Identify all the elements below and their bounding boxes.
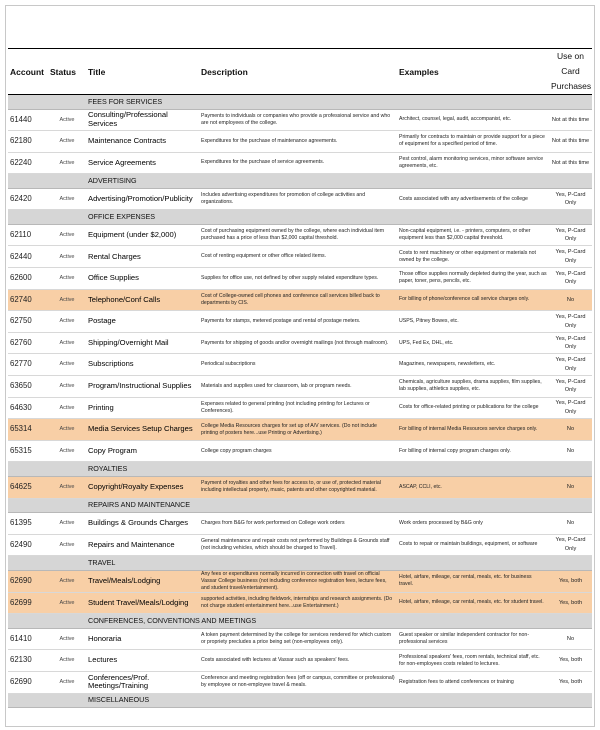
status-cell: Active — [48, 397, 86, 419]
description-cell: Charges from B&G for work performed on College work orders — [199, 513, 397, 535]
table-row — [8, 224, 592, 246]
description-cell: Conference and meeting registration fees (off or campus, committee or professional) by employee or non-employee travel & meals. — [199, 671, 397, 693]
status-cell: Active — [48, 650, 86, 672]
description-cell: Payments for shipping of goods and/or overnight mailings (not through mailroom). — [199, 332, 397, 354]
description-cell: Includes advertising expenditures for promotion of college activities and organizations. — [199, 188, 397, 210]
examples-cell: Chemicals, agriculture supplies, drama supplies, film supplies, lab supplies, athletics supplies, etc. — [397, 376, 549, 398]
section-blank-cell — [48, 174, 86, 189]
title-cell: Equipment (under $2,000) — [86, 224, 199, 246]
table-row — [8, 376, 592, 398]
status-cell: Active — [48, 311, 86, 333]
title-cell: Consulting/Professional Services — [86, 109, 199, 131]
section-blank-cell — [48, 210, 86, 225]
description-cell: Expenditures for the purchase of service agreements. — [199, 152, 397, 174]
header-description: Description — [199, 49, 397, 95]
description-cell: Cost of renting equipment or other office related items. — [199, 246, 397, 268]
section-blank-cell — [8, 614, 48, 629]
account-code-cell: 61410 — [8, 628, 48, 650]
title-cell: Travel/Meals/Lodging — [86, 570, 199, 592]
status-cell: Active — [48, 376, 86, 398]
status-cell: Active — [48, 289, 86, 311]
description-cell: Periodical subscriptions — [199, 354, 397, 376]
account-code-cell: 62110 — [8, 224, 48, 246]
section-row — [8, 210, 592, 225]
table-body — [8, 95, 592, 708]
title-cell: Honoraria — [86, 628, 199, 650]
status-cell: Active — [48, 592, 86, 614]
table-row — [8, 476, 592, 498]
status-cell: Active — [48, 332, 86, 354]
title-cell: Copyright/Royalty Expenses — [86, 476, 199, 498]
section-label: TRAVEL — [86, 556, 592, 571]
card-use-cell: Yes, P-Card Only — [549, 376, 592, 398]
card-use-cell: Not at this time — [549, 109, 592, 131]
title-cell: Telephone/Conf Calls — [86, 289, 199, 311]
table-row — [8, 592, 592, 614]
status-cell: Active — [48, 109, 86, 131]
section-blank-cell — [48, 498, 86, 513]
header-account: Account — [8, 49, 48, 95]
title-cell: Rental Charges — [86, 246, 199, 268]
account-code-cell: 62490 — [8, 534, 48, 556]
title-cell: Subscriptions — [86, 354, 199, 376]
section-row — [8, 614, 592, 629]
status-cell: Active — [48, 188, 86, 210]
status-cell: Active — [48, 513, 86, 535]
table-row — [8, 397, 592, 419]
card-use-cell: Yes, P-Card Only — [549, 246, 592, 268]
section-row — [8, 556, 592, 571]
examples-cell: Those office supplies normally depleted during the year, such as paper, toner, pens, pencils, etc. — [397, 268, 549, 290]
title-cell: Office Supplies — [86, 268, 199, 290]
title-cell: Media Services Setup Charges — [86, 419, 199, 441]
table-row — [8, 440, 592, 462]
card-use-cell: No — [549, 628, 592, 650]
status-cell: Active — [48, 671, 86, 693]
title-cell: Student Travel/Meals/Lodging — [86, 592, 199, 614]
examples-cell: Work orders processed by B&G only — [397, 513, 549, 535]
card-use-cell: Yes, P-Card Only — [549, 224, 592, 246]
status-cell: Active — [48, 570, 86, 592]
table-row — [8, 650, 592, 672]
account-code-cell: 62750 — [8, 311, 48, 333]
description-cell: Expenses related to general printing (not including printing for Lectures or Conferences). — [199, 397, 397, 419]
account-code-cell: 65315 — [8, 440, 48, 462]
description-cell: Supplies for office use, not defined by other supply related expenditure types. — [199, 268, 397, 290]
table-row — [8, 332, 592, 354]
table-row — [8, 131, 592, 153]
section-label: REPAIRS AND MAINTENANCE — [86, 498, 592, 513]
examples-cell: Pest control, alarm monitoring services, minor software service agreements, etc. — [397, 152, 549, 174]
card-use-cell: Not at this time — [549, 152, 592, 174]
examples-cell: Professional speakers' fees, room rentals, technical staff, etc. for non-employees costs related to lectures. — [397, 650, 549, 672]
section-blank-cell — [48, 693, 86, 708]
card-use-cell: Not at this time — [549, 131, 592, 153]
account-code-cell: 64630 — [8, 397, 48, 419]
account-code-cell: 61440 — [8, 109, 48, 131]
table-header-row — [8, 49, 592, 95]
examples-cell: Non-capital equipment, i.e. - printers, computers, or other equipment less than $2,000 capital threshold. — [397, 224, 549, 246]
header-status: Status — [48, 49, 86, 95]
examples-cell: Registration fees to attend conferences or training — [397, 671, 549, 693]
card-use-cell: No — [549, 289, 592, 311]
card-use-cell: Yes, P-Card Only — [549, 188, 592, 210]
title-cell: Copy Program — [86, 440, 199, 462]
status-cell: Active — [48, 628, 86, 650]
title-cell: Maintenance Contracts — [86, 131, 199, 153]
examples-cell: USPS, Pitney Bowes, etc. — [397, 311, 549, 333]
title-cell: Repairs and Maintenance — [86, 534, 199, 556]
card-use-cell: No — [549, 419, 592, 441]
account-code-cell: 62420 — [8, 188, 48, 210]
account-code-cell: 62240 — [8, 152, 48, 174]
card-use-cell: Yes, P-Card Only — [549, 268, 592, 290]
header-use-on-card — [549, 49, 592, 95]
section-blank-cell — [8, 556, 48, 571]
section-row — [8, 174, 592, 189]
section-blank-cell — [8, 174, 48, 189]
document-page — [5, 5, 595, 727]
section-label: CONFERENCES, CONVENTIONS AND MEETINGS — [86, 614, 592, 629]
status-cell: Active — [48, 534, 86, 556]
examples-cell: UPS, Fed Ex, DHL, etc. — [397, 332, 549, 354]
card-use-cell: Yes, both — [549, 570, 592, 592]
header-use-on-card-line1: Use on Card — [557, 51, 584, 76]
account-code-cell: 62690 — [8, 570, 48, 592]
table-row — [8, 268, 592, 290]
title-cell: Conferences/Prof. Meetings/Training — [86, 671, 199, 693]
description-cell: College copy program charges — [199, 440, 397, 462]
card-use-cell: Yes, both — [549, 671, 592, 693]
status-cell: Active — [48, 246, 86, 268]
status-cell: Active — [48, 268, 86, 290]
description-cell: A token payment determined by the college for services rendered for which custom or propriety precludes a price being set (non-employees only). — [199, 628, 397, 650]
section-blank-cell — [8, 462, 48, 477]
table-row — [8, 311, 592, 333]
card-use-cell: Yes, P-Card Only — [549, 534, 592, 556]
examples-cell: Costs for office-related printing or publications for the college — [397, 397, 549, 419]
account-code-cell: 64625 — [8, 476, 48, 498]
account-code-cell: 62740 — [8, 289, 48, 311]
examples-cell: Magazines, newspapers, newsletters, etc. — [397, 354, 549, 376]
description-cell: General maintenance and repair costs not performed by Buildings & Grounds staff (not including vehicles, which should be charged to Travel). — [199, 534, 397, 556]
table-row — [8, 671, 592, 693]
account-code-cell: 61395 — [8, 513, 48, 535]
examples-cell: Costs to repair or maintain buildings, equipment, or software — [397, 534, 549, 556]
section-blank-cell — [48, 462, 86, 477]
description-cell: Cost of purchasing equipment owned by the college, where each individual item purchased has a price of less than $2,000 capital threshold. — [199, 224, 397, 246]
description-cell: Costs associated with lectures at Vassar such as speakers' fees. — [199, 650, 397, 672]
table-row — [8, 289, 592, 311]
table-row — [8, 354, 592, 376]
examples-cell: For billing of internal Media Resources service charges only. — [397, 419, 549, 441]
title-cell: Buildings & Grounds Charges — [86, 513, 199, 535]
card-use-cell: Yes, both — [549, 650, 592, 672]
title-cell: Advertising/Promotion/Publicity — [86, 188, 199, 210]
examples-cell: Hotel, airfare, mileage, car rental, meals, etc. for business travel. — [397, 570, 549, 592]
section-row — [8, 498, 592, 513]
status-cell: Active — [48, 476, 86, 498]
account-code-cell: 65314 — [8, 419, 48, 441]
description-cell: Payments to individuals or companies who provide a professional service and who are not employees of the college. — [199, 109, 397, 131]
title-cell: Program/Instructional Supplies — [86, 376, 199, 398]
table-row — [8, 513, 592, 535]
table-row — [8, 246, 592, 268]
card-use-cell: No — [549, 476, 592, 498]
status-cell: Active — [48, 419, 86, 441]
examples-cell: Primarily for contracts to maintain or provide support for a piece of equipment for a specified period of time. — [397, 131, 549, 153]
status-cell: Active — [48, 131, 86, 153]
table-row — [8, 152, 592, 174]
examples-cell: Hotel, airfare, mileage, car rental, meals, etc. for student travel. — [397, 592, 549, 614]
card-use-cell: Yes, P-Card Only — [549, 311, 592, 333]
account-code-cell: 62760 — [8, 332, 48, 354]
account-code-cell: 62770 — [8, 354, 48, 376]
description-cell: College Media Resources charges for set up of A/V services. (Do not include printing of posters here...use Printing or Advertising.) — [199, 419, 397, 441]
title-cell: Lectures — [86, 650, 199, 672]
status-cell: Active — [48, 224, 86, 246]
title-cell: Shipping/Overnight Mail — [86, 332, 199, 354]
card-use-cell: Yes, both — [549, 592, 592, 614]
status-cell: Active — [48, 440, 86, 462]
section-row — [8, 462, 592, 477]
title-cell: Service Agreements — [86, 152, 199, 174]
account-code-cell: 62690 — [8, 671, 48, 693]
account-codes-table — [8, 48, 592, 708]
header-use-on-card-line2: Purchases — [551, 81, 592, 91]
account-code-cell: 63650 — [8, 376, 48, 398]
title-cell: Postage — [86, 311, 199, 333]
section-label: MISCELLANEOUS — [86, 693, 592, 708]
account-code-cell: 62440 — [8, 246, 48, 268]
description-cell: Payment of royalties and other fees for access to, or use of, protected material including intellectual property, music, patents and other copyrighted material. — [199, 476, 397, 498]
status-cell: Active — [48, 152, 86, 174]
section-blank-cell — [8, 95, 48, 110]
examples-cell: Architect, counsel, legal, audit, accompanist, etc. — [397, 109, 549, 131]
table-row — [8, 628, 592, 650]
table-row — [8, 570, 592, 592]
description-cell: supported activities, including fieldwork, internships and research assignments. (Do not charge student entertainment here...use Entertainment.) — [199, 592, 397, 614]
header-examples: Examples — [397, 49, 549, 95]
section-label: FEES FOR SERVICES — [86, 95, 592, 110]
account-code-cell: 62180 — [8, 131, 48, 153]
description-cell: Materials and supplies used for classroom, lab or program needs. — [199, 376, 397, 398]
examples-cell: Costs to rent machinery or other equipment or materials not owned by the college. — [397, 246, 549, 268]
card-use-cell: Yes, P-Card Only — [549, 332, 592, 354]
section-blank-cell — [8, 498, 48, 513]
card-use-cell: Yes, P-Card Only — [549, 397, 592, 419]
section-label: ADVERTISING — [86, 174, 592, 189]
section-blank-cell — [48, 556, 86, 571]
section-blank-cell — [8, 693, 48, 708]
table-row — [8, 109, 592, 131]
card-use-cell: Yes, P-Card Only — [549, 354, 592, 376]
description-cell: Any fees or expenditures normally incurred in connection with travel on official Vassar College business (not including conference registration fees, lecture fees, and student travel/entertainment). — [199, 570, 397, 592]
account-code-cell: 62600 — [8, 268, 48, 290]
section-row — [8, 693, 592, 708]
section-label: OFFICE EXPENSES — [86, 210, 592, 225]
section-blank-cell — [48, 614, 86, 629]
status-cell: Active — [48, 354, 86, 376]
title-cell: Printing — [86, 397, 199, 419]
section-blank-cell — [48, 95, 86, 110]
table-row — [8, 419, 592, 441]
account-code-cell: 62699 — [8, 592, 48, 614]
examples-cell: Guest speaker or similar independent contractor for non-professional services — [397, 628, 549, 650]
section-blank-cell — [8, 210, 48, 225]
account-code-cell: 62130 — [8, 650, 48, 672]
card-use-cell: No — [549, 513, 592, 535]
description-cell: Cost of College-owned cell phones and conference call services billed back to departments by CIS. — [199, 289, 397, 311]
examples-cell: Costs associated with any advertisements of the college — [397, 188, 549, 210]
description-cell: Payments for stamps, metered postage and rental of postage meters. — [199, 311, 397, 333]
section-label: ROYALTIES — [86, 462, 592, 477]
table-row — [8, 188, 592, 210]
header-title: Title — [86, 49, 199, 95]
section-row — [8, 95, 592, 110]
examples-cell: ASCAP, CCLI, etc. — [397, 476, 549, 498]
table-row — [8, 534, 592, 556]
description-cell: Expenditures for the purchase of maintenance agreements. — [199, 131, 397, 153]
examples-cell: For billing of phone/conference call service charges only. — [397, 289, 549, 311]
card-use-cell: No — [549, 440, 592, 462]
examples-cell: For billing of internal copy program charges only. — [397, 440, 549, 462]
